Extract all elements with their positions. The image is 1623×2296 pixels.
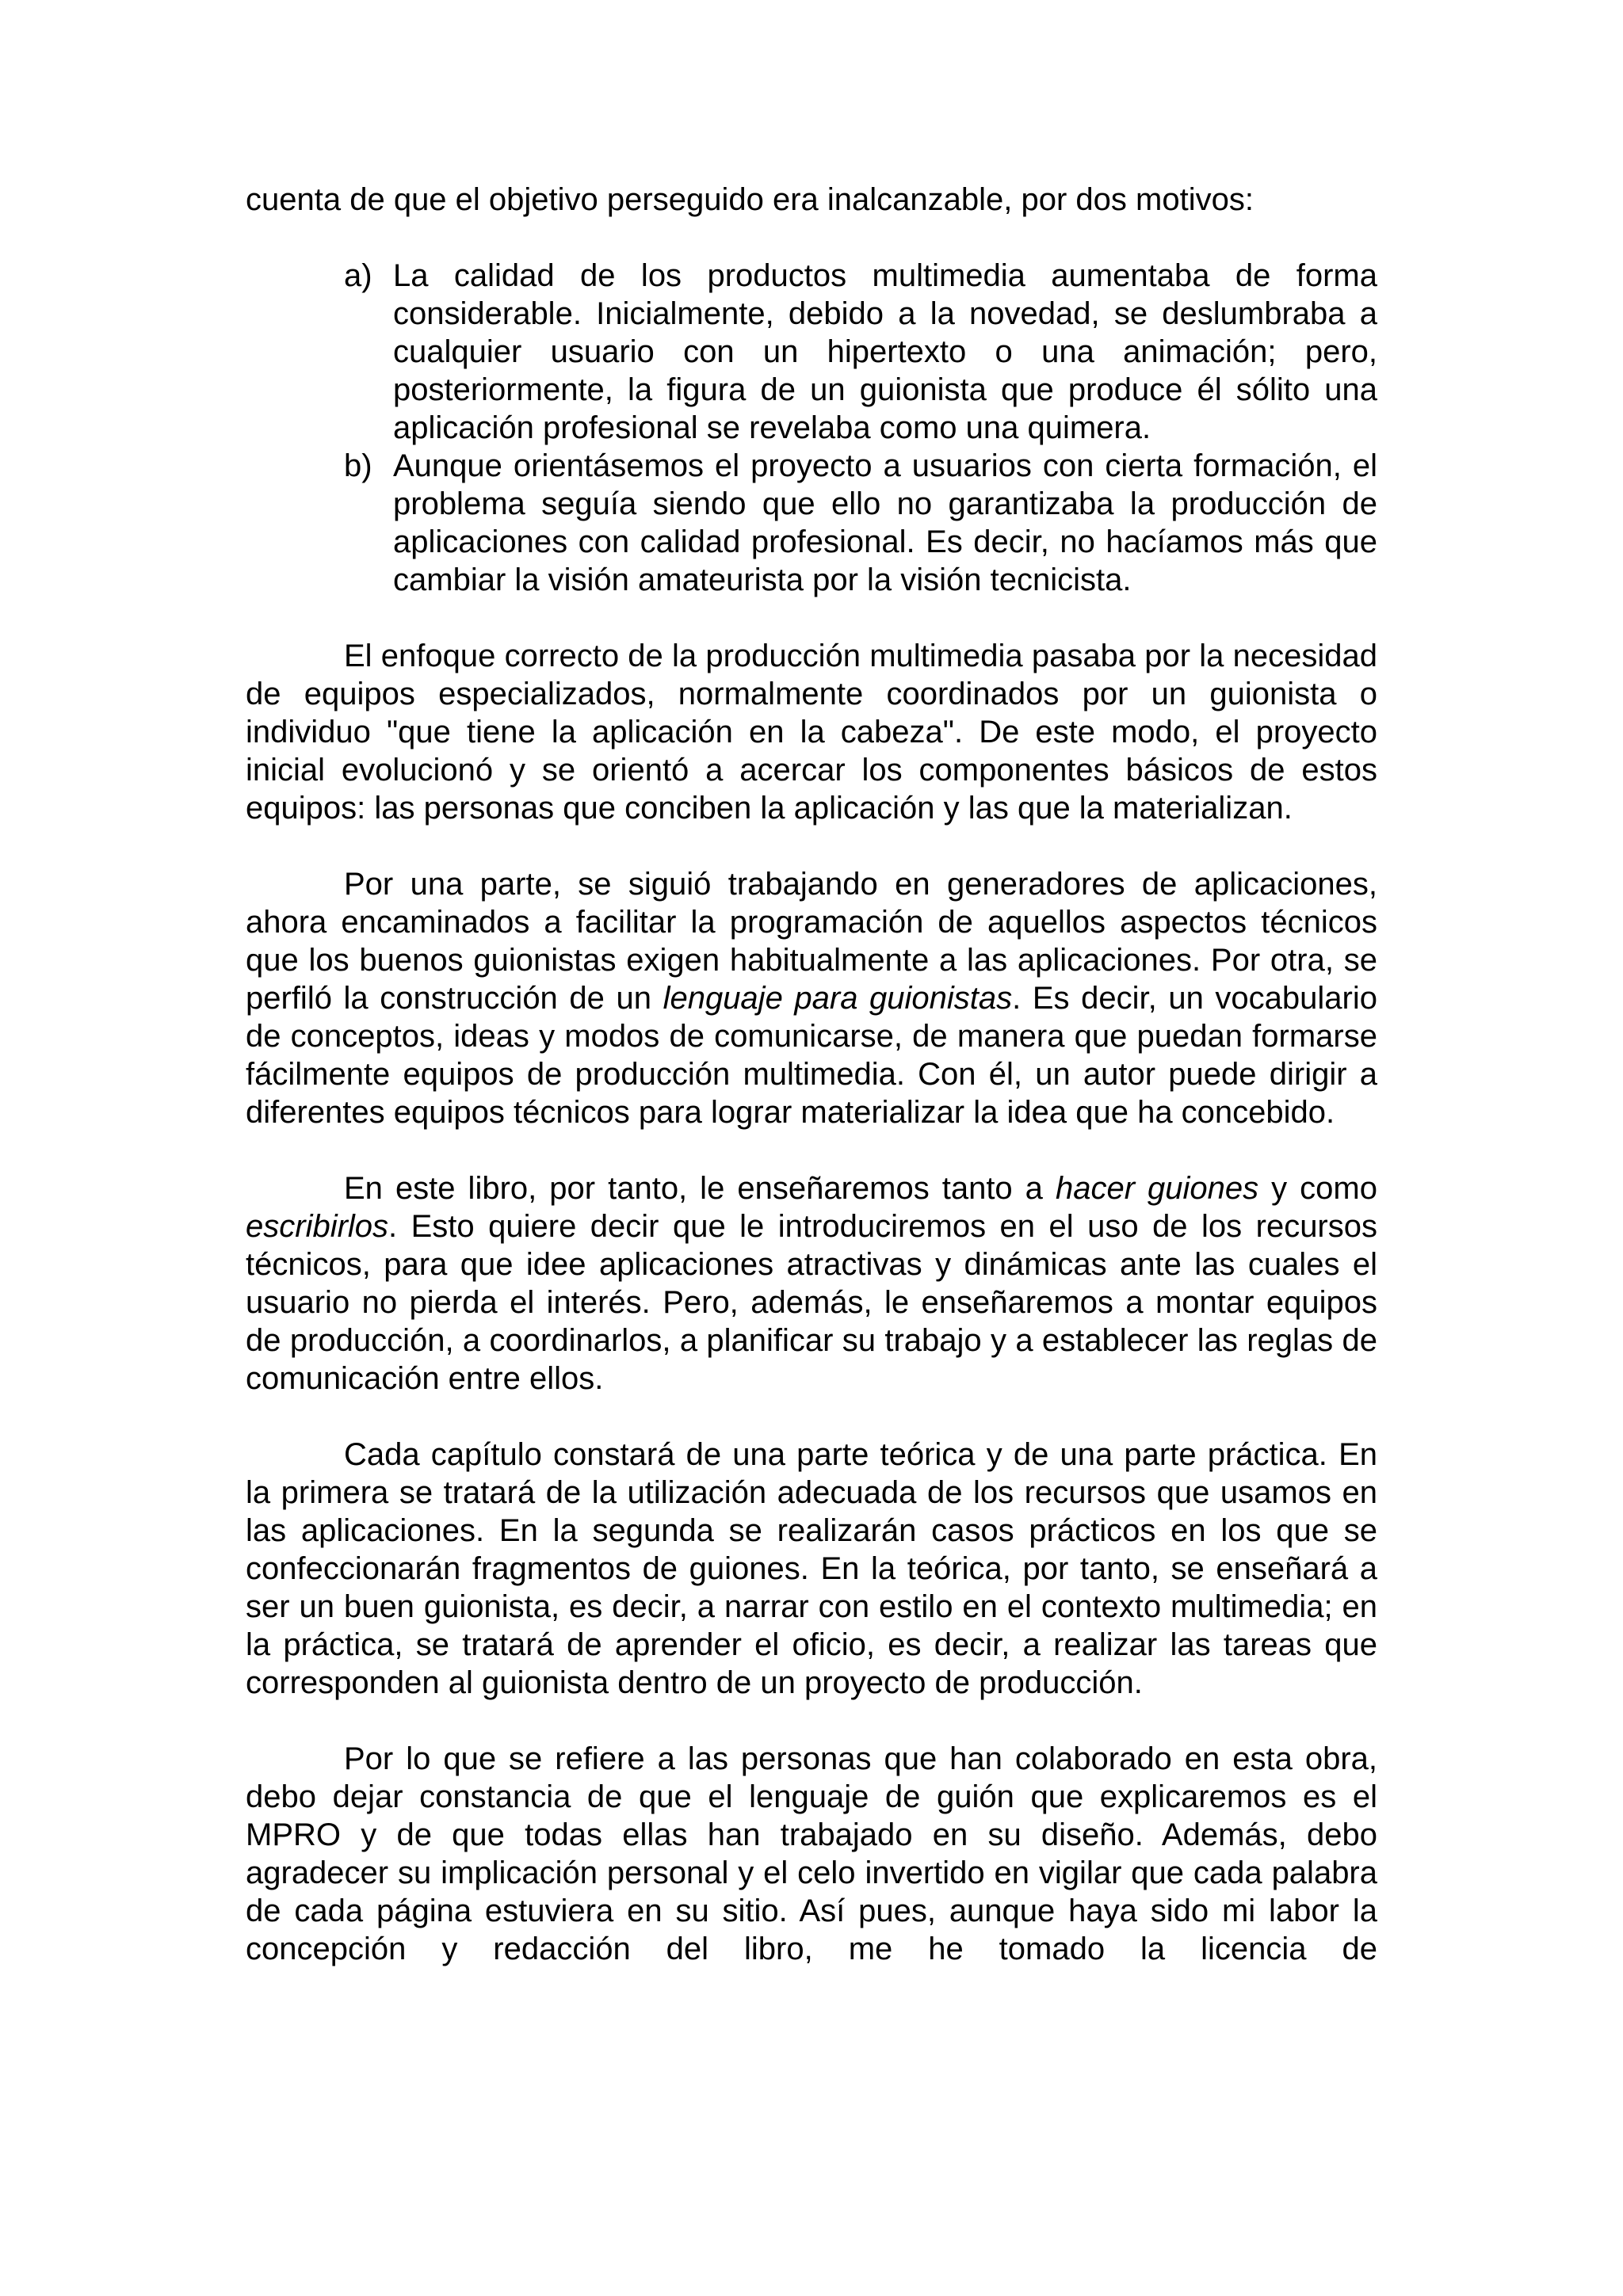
paragraph-gap — [246, 1398, 1377, 1436]
paragraph-personas: Por lo que se refiere a las personas que han colaborado en esta obra, debo dejar constancia de que el lenguaje de guión que explicaremos es el MPRO y de que todas ellas han trabajado en su diseño. Además, debo agradecer su implicación personal y el celo invertido en vigilar que cada palabra de cada página estuviera en su sitio. Así pues, aunque haya sido mi labor la concepción y redacción del libro, me he tomado la licencia de — [246, 1741, 1377, 1966]
emphasis-text: escribirlos — [246, 1209, 389, 1244]
paragraph-capitulo: Cada capítulo constará de una parte teórica y de una parte práctica. En la primera se tratará de la utilización adecuada de los recursos que usamos en las aplicaciones. En la segunda se realizarán casos prácticos en los que se confeccionarán fragmentos de guiones. En la teórica, por tanto, se enseñará a ser un buen guionista, es decir, a narrar con estilo en el contexto multimedia; en la práctica, se tratará de aprender el oficio, es decir, a realizar las tareas que corresponden al guionista dentro de un proyecto de producción. — [246, 1437, 1377, 1700]
paragraph-gap — [246, 1702, 1377, 1740]
list-item-text: La calidad de los productos multimedia aumentaba de forma considerable. Inicialmente, debido a la novedad, se deslumbraba a cualquier usuario con un hipertexto o una animación; pero, posteriormente, la figura de un guionista que produce él sólito una aplicación profesional se revelaba como una quimera. — [393, 258, 1377, 445]
paragraph-text: . Es decir, un vocabulario de conceptos, ideas y modos de comunicarse, de manera que puedan formarse fácilmente equipos de producción multimedia. Con él, un autor puede dirigir a diferentes equipos técnicos para lograr materializar la idea que ha concebido. — [246, 981, 1377, 1130]
emphasis-text: hacer guiones — [1055, 1171, 1259, 1206]
intro-paragraph: cuenta de que el objetivo perseguido era inalcanzable, por dos motivos: — [246, 182, 1254, 217]
paragraph-gap — [246, 219, 1377, 257]
list-item — [344, 257, 1377, 447]
paragraph-text: . Esto quiere decir que le introduciremos en el uso de los recursos técnicos, para que idee aplicaciones atractivas y dinámicas ante las cuales el usuario no pierda el interés. Pero, además, le enseñaremos a montar equipos de producción, a coordinarlos, a planificar su trabajo y a establecer las reglas de comunicación entre ellos. — [246, 1209, 1377, 1396]
list-marker: a) — [344, 258, 372, 293]
paragraph-text: y como — [1258, 1171, 1377, 1206]
paragraph-gap — [246, 827, 1377, 865]
paragraph-text: Por una parte, se siguió trabajando en generadores de aplicaciones, ahora encaminados a facilitar la programación de aquellos aspectos técnicos que los buenos guionistas exigen habitualmente a las aplicaciones. Por otra, se perfiló la construcción de un — [246, 867, 1377, 1016]
paragraph-enfoque: El enfoque correcto de la producción multimedia pasaba por la necesidad de equipos especializados, normalmente coordinados por un guionista o individuo "que tiene la aplicación en la cabeza". De este modo, el proyecto inicial evolucionó y se orientó a acercar los componentes básicos de estos equipos: las personas que conciben la aplicación y las que la materializan. — [246, 639, 1377, 826]
emphasis-text: lenguaje para guionistas — [663, 981, 1013, 1016]
list-item-text: Aunque orientásemos el proyecto a usuarios con cierta formación, el problema seguía siendo que ello no garantizaba la producción de aplicaciones con calidad profesional. Es decir, no hacíamos más que cambiar la visión amateurista por la visión tecnicista. — [393, 448, 1377, 597]
paragraph-gap — [246, 1131, 1377, 1169]
paragraph-gap — [246, 599, 1377, 637]
body-text — [246, 181, 1377, 1968]
list-item — [344, 447, 1377, 599]
paragraph-una-parte — [246, 865, 1377, 1131]
paragraph-text: En este libro, por tanto, le enseñaremos tanto a — [344, 1171, 1056, 1206]
paragraph-libro — [246, 1169, 1377, 1398]
list-marker: b) — [344, 448, 372, 483]
reasons-list — [344, 257, 1377, 599]
